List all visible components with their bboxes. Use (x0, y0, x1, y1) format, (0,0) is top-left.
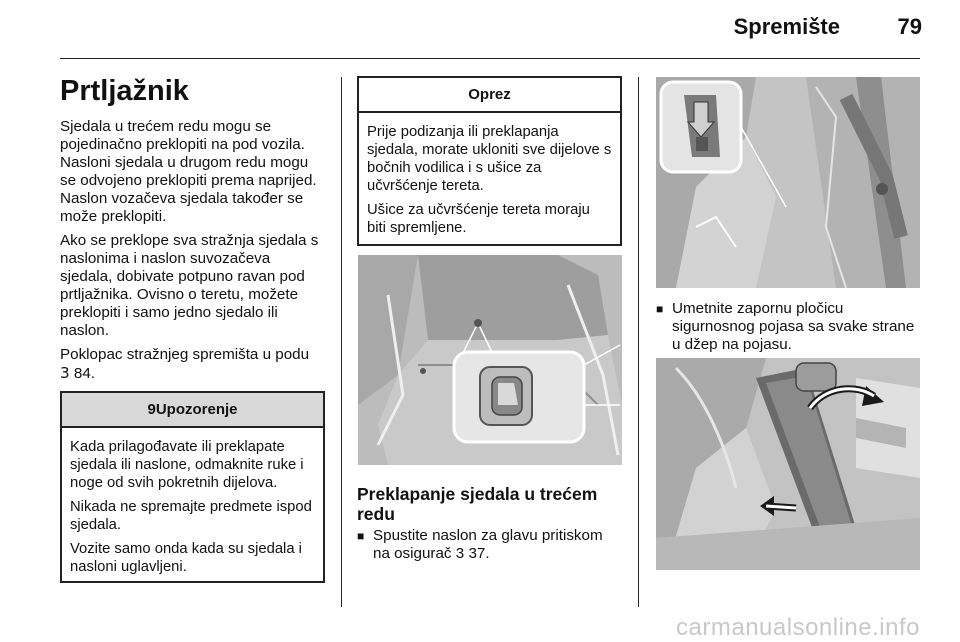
section-title: Spremište (733, 14, 840, 39)
column-divider-1 (341, 77, 342, 607)
caution-paragraph: Prije podizanja ili preklapanja sjedala, morate ukloniti sve dijelove s bočnih vodilica i s ušice za učvršćenje tereta. (367, 124, 612, 194)
warning-triangle-icon: 9 (147, 401, 156, 418)
trunk-illustration (358, 255, 622, 465)
caution-header: Oprez (359, 78, 620, 113)
warning-paragraph: Vozite samo onda kada su sjedala i nasloni uglavljeni. (70, 541, 302, 575)
column-divider-2 (638, 77, 639, 607)
warning-paragraph: Nikada ne spremajte predmete ispod sjedala. (70, 499, 312, 533)
column-1 (60, 75, 325, 389)
instruction-bullet (656, 300, 921, 354)
reference-page: 84. (73, 365, 96, 382)
bullet-text: Umetnite zapornu pločicu sigurnosnog pojasa sa svake strane u džep na pojasu. (672, 300, 915, 353)
page-heading: Prtljažnik (60, 75, 189, 107)
paragraph: Ako se preklope sva stražnja sjedala s naslonima i naslon suvozačeva sjedala, dobivate potpuno ravan pod prtljažnika. Ovisno o teretu, možete preklopiti i samo jedno sjedalo ili naslon. (60, 232, 319, 339)
warning-header (62, 393, 323, 428)
seatbelt-illustration (656, 77, 920, 288)
caution-body (359, 113, 620, 247)
instruction-bullet (357, 527, 622, 563)
page-reference-link[interactable] (60, 365, 95, 382)
seat-folding-figure (656, 358, 920, 570)
warning-body (62, 428, 323, 586)
page-reference-link[interactable] (456, 545, 490, 562)
reference-arrow-icon: 3 (455, 545, 465, 562)
bullet-square-icon: ■ (656, 302, 664, 316)
reference-paragraph (60, 346, 325, 383)
subsection-heading: Preklapanje sjedala u trećem redu (357, 484, 598, 524)
watermark: carmanualsonline.info (676, 614, 920, 641)
reference-page: 37. (468, 545, 490, 562)
paragraph: Sjedala u trećem redu mogu se pojedinačno preklopiti na pod vozila. Nasloni sjedala u drugom redu mogu se odvojeno preklopiti prema naprijed. Naslon vozačeva sjedala također se može preklopiti. (60, 118, 317, 225)
caution-paragraph: Ušice za učvršćenje tereta moraju biti spremljene. (367, 202, 590, 236)
page-number: 79 (897, 14, 922, 39)
warning-box (60, 391, 325, 583)
trunk-figure (358, 255, 622, 465)
seatbelt-figure (656, 77, 920, 288)
column-3-section (656, 300, 921, 354)
caution-box (357, 76, 622, 246)
bullet-text-wrap (373, 527, 622, 563)
bullet-square-icon: ■ (357, 529, 365, 543)
header-divider (60, 58, 920, 59)
column-2-section (357, 484, 622, 563)
reference-text: Poklopac stražnjeg spremišta u podu (60, 346, 310, 363)
warning-paragraph: Kada prilagođavate ili preklapate sjedala ili naslone, odmaknite ruke i noge od svih pokretnih dijelova. (70, 439, 304, 491)
warning-title: Upozorenje (155, 401, 238, 418)
bullet-text: Spustite naslon za glavu pritiskom na osigurač (373, 527, 603, 562)
reference-arrow-icon: 3 (60, 364, 70, 382)
seat-folding-illustration (656, 358, 920, 570)
